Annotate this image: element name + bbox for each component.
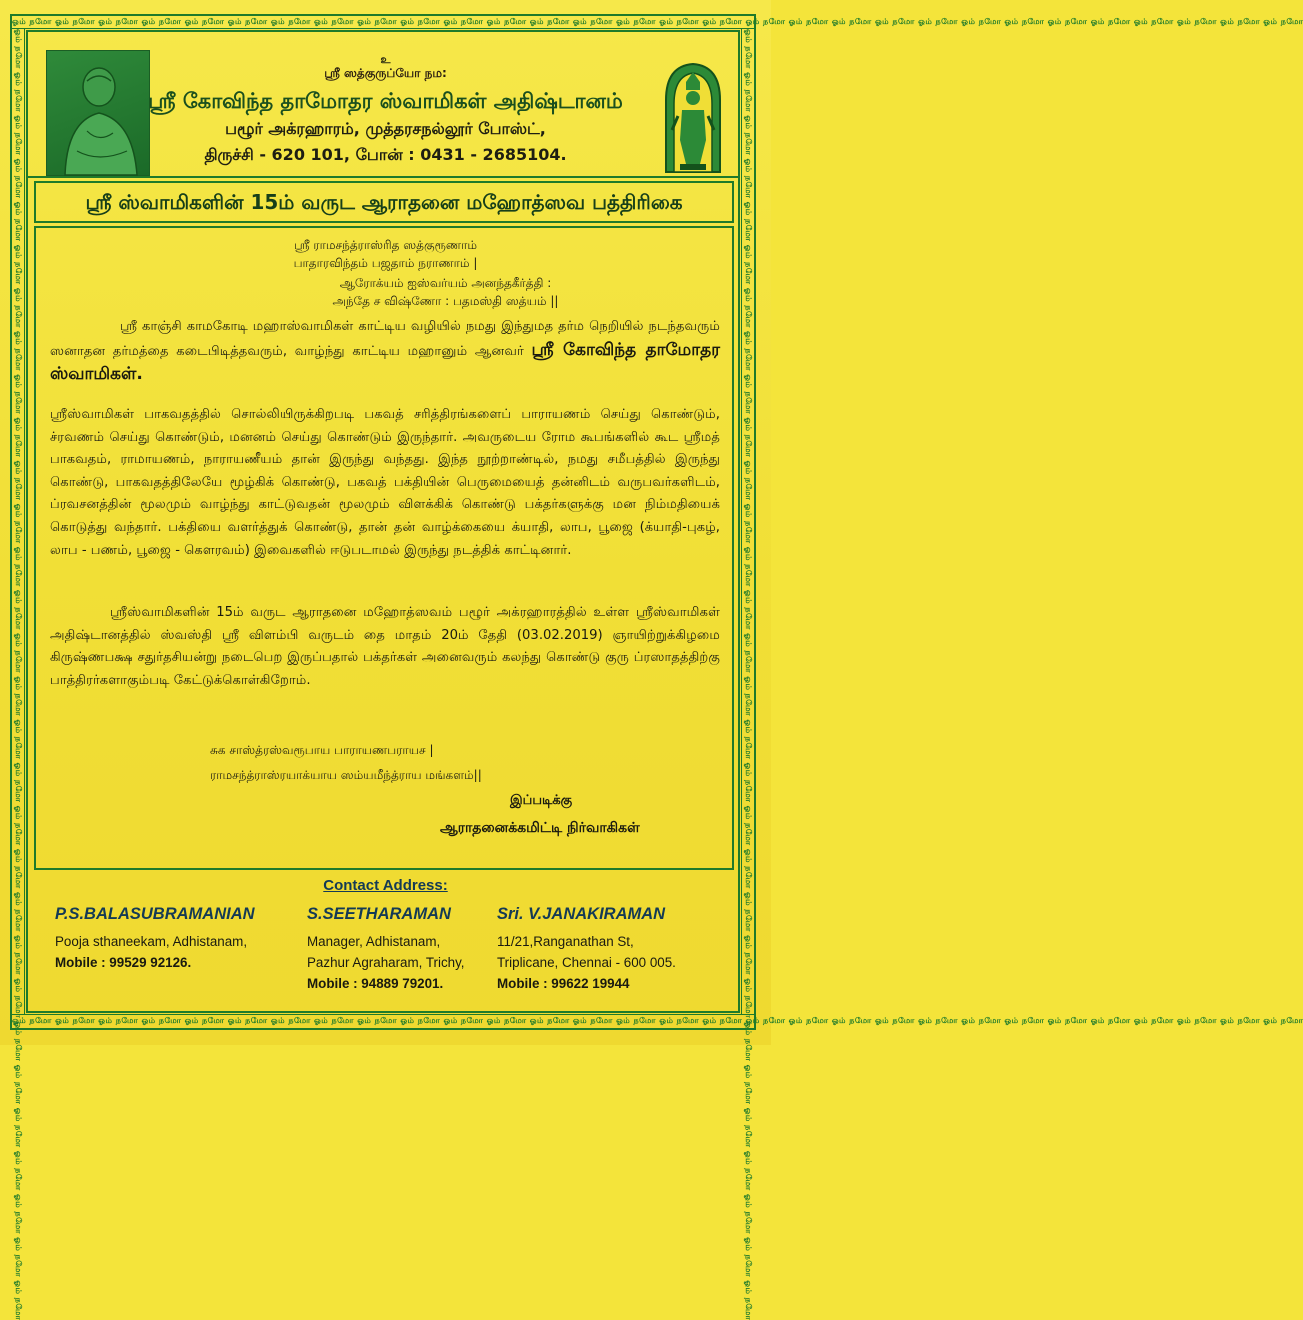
contact-3-mobile: Mobile : 99622 19944 bbox=[497, 976, 630, 991]
signature-line-1: இப்படிக்கு bbox=[510, 793, 573, 808]
contact-1-mobile: Mobile : 99529 92126. bbox=[55, 955, 192, 970]
contact-3-line-1: 11/21,Ranganathan St, bbox=[497, 934, 634, 949]
adhistanam-title: ஸ்ரீ கோவிந்த தாமோதர ஸ்வாமிகள் அதிஷ்டானம் bbox=[148, 89, 623, 113]
border-pattern-right: ஓம் நமோ ஓம் நமோ ஓம் நமோ ஓம் நமோ ஓம் நமோ ஓம் நமோ ஓம் நமோ ஓம் நமோ ஓம் நமோ ஓம் நமோ ஓம் நமோ ஓம் நமோ ஓம் நமோ ஓம் நமோ ஓம் நமோ ஓம் நமோ ஓம் நமோ ஓம் நமோ ஓம் நமோ ஓம் நமோ ஓம் நமோ ஓம் நமோ ஓம் நமோ ஓம் நமோ ஓம் நமோ ஓம் நமோ ஓம் நமோ ஓம் நமோ ஓம் நமோ ஓம் நமோ bbox=[741, 29, 754, 1014]
paragraph-1-text: ஸ்ரீ காஞ்சி காமகோடி மஹாஸ்வாமிகள் காட்டிய வழியில் நமது இந்துமத தர்ம நெறியில் நடந்தவரும் ஸனாதன தர்மத்தை கடைபிடித்தவரும், வாழ்ந்து காட்டிய மஹானும் ஆனவர் bbox=[50, 319, 720, 359]
contact-2 bbox=[307, 905, 465, 994]
contact-heading: Contact Address: bbox=[323, 877, 448, 894]
contact-2-line-1: Manager, Adhistanam, bbox=[307, 934, 441, 949]
signature-line-2: ஆராதனைக்கமிட்டி நிர்வாகிகள் bbox=[440, 820, 640, 836]
address-line-2: திருச்சி - 620 101, போன் : 0431 - 2685104. bbox=[204, 145, 567, 164]
contact-2-line-2: Pazhur Agraharam, Trichy, bbox=[307, 955, 465, 970]
invitation-banner: ஸ்ரீ ஸ்வாமிகளின் 15ம் வருட ஆராதனை மஹோத்ஸவ பத்திரிகை bbox=[34, 181, 734, 223]
verse-2-line-2: அந்தே ச விஷ்ணோ : பதமஸ்தி ஸத்யம் || bbox=[332, 294, 559, 308]
address-line-1: பழூர் அக்ரஹாரம், முத்தரசநல்லூர் போஸ்ட், bbox=[225, 119, 546, 138]
verse-3 bbox=[210, 738, 482, 788]
contact-3 bbox=[497, 905, 676, 994]
swamigal-name: ஸ்ரீ கோவிந்த தாமோதர ஸ்வாமிகள். bbox=[50, 339, 720, 385]
verse-3-line-2: ராமசந்த்ராஸ்ரயாக்யாய ஸம்யமீந்த்ராய மங்களம்|| bbox=[210, 768, 482, 782]
contact-2-name: S.SEETHARAMAN bbox=[307, 905, 451, 923]
paragraph-2 bbox=[50, 404, 720, 562]
contact-1-name: P.S.BALASUBRAMANIAN bbox=[55, 905, 255, 923]
verse-1 bbox=[0, 236, 771, 272]
invocation-text: ஸ்ரீ ஸத்குருப்யோ நம: bbox=[324, 66, 447, 80]
paragraph-1 bbox=[50, 316, 720, 388]
verse-2 bbox=[60, 274, 831, 310]
contact-3-name: Sri. V.JANAKIRAMAN bbox=[497, 905, 666, 923]
verse-2-line-1: ஆரோக்யம் ஐஸ்வர்யம் அனந்தகீர்த்தி : bbox=[339, 276, 552, 290]
border-pattern-bottom: ஓம் நமோ ஓம் நமோ ஓம் நமோ ஓம் நமோ ஓம் நமோ ஓம் நமோ ஓம் நமோ ஓம் நமோ ஓம் நமோ ஓம் நமோ ஓம் நமோ ஓம் நமோ ஓம் நமோ ஓம் நமோ ஓம் நமோ ஓம் நமோ ஓம் நமோ ஓம் நமோ ஓம் நமோ ஓம் நமோ ஓம் நமோ ஓம் நமோ ஓம் நமோ ஓம் நமோ ஓம் நமோ ஓம் நமோ ஓம் நமோ ஓம் நமோ ஓம் நமோ ஓம் நமோ bbox=[12, 1014, 754, 1028]
verse-1-line-2: பாதாரவிந்தம் பஜதாம் நராணாம் | bbox=[293, 256, 478, 270]
border-pattern-top: ஓம் நமோ ஓம் நமோ ஓம் நமோ ஓம் நமோ ஓம் நமோ ஓம் நமோ ஓம் நமோ ஓம் நமோ ஓம் நமோ ஓம் நமோ ஓம் நமோ ஓம் நமோ ஓம் நமோ ஓம் நமோ ஓம் நமோ ஓம் நமோ ஓம் நமோ ஓம் நமோ ஓம் நமோ ஓம் நமோ ஓம் நமோ ஓம் நமோ ஓம் நமோ ஓம் நமோ ஓம் நமோ ஓம் நமோ ஓம் நமோ ஓம் நமோ ஓம் நமோ ஓம் நமோ bbox=[12, 16, 754, 29]
contact-3-line-2: Triplicane, Chennai - 600 005. bbox=[497, 955, 676, 970]
verse-3-line-1: சுக சாஸ்த்ரஸ்வரூபாய பாராயணபராயச | bbox=[210, 743, 434, 757]
verse-1-line-1: ஸ்ரீ ராமசந்த்ராஸ்ரித ஸத்குரூணாம் bbox=[293, 238, 478, 252]
header-divider bbox=[26, 176, 740, 178]
paragraph-3-text: ஸ்ரீஸ்வாமிகளின் 15ம் வருட ஆராதனை மஹோத்ஸவம் பழூர் அக்ரஹாரத்தில் உள்ள ஸ்ரீஸ்வாமிகள் அதிஷ்டானத்தில் ஸ்வஸ்தி ஸ்ரீ விளம்பி வருடம் தை மாதம் 20ம் தேதி (03.02.2019) ஞாயிற்றுக்கிழமை கிருஷ்ணபக்ஷ சதுர்தசியன்று நடைபெற இருப்பதால் பக்தர்கள் அனைவரும் கலந்து கொண்டு குரு ப்ரஸாதத்திற்கு பாத்திரர்களாகும்படி கேட்டுக்கொள்கிறோம். bbox=[50, 605, 720, 688]
border-pattern-left: ஓம் நமோ ஓம் நமோ ஓம் நமோ ஓம் நமோ ஓம் நமோ ஓம் நமோ ஓம் நமோ ஓம் நமோ ஓம் நமோ ஓம் நமோ ஓம் நமோ ஓம் நமோ ஓம் நமோ ஓம் நமோ ஓம் நமோ ஓம் நமோ ஓம் நமோ ஓம் நமோ ஓம் நமோ ஓம் நமோ ஓம் நமோ ஓம் நமோ ஓம் நமோ ஓம் நமோ ஓம் நமோ ஓம் நமோ ஓம் நமோ ஓம் நமோ ஓம் நமோ ஓம் நமோ bbox=[14, 29, 23, 1320]
paragraph-3 bbox=[50, 602, 720, 692]
contact-1-line-1: Pooja sthaneekam, Adhistanam, bbox=[55, 934, 248, 949]
contact-1 bbox=[55, 905, 255, 973]
paragraph-2-text: ஸ்ரீஸ்வாமிகள் பாகவதத்தில் சொல்லியிருக்கிறபடி பகவத் சரித்திரங்களைப் பாராயணம் செய்து கொண்டும், ச்ரவணம் செய்து கொண்டும், மனனம் செய்து கொண்டும் இருந்தார். அவருடைய ரோம கூபங்களில் கூட ஸ்ரீமத் பாகவதம், ராமாயணம், நாராயணீயம் தான் இருந்து வந்தது. இந்த நூற்றாண்டில், நமது சமீபத்தில் இருந்து கொண்டு, பாகவதத்திலேயே மூழ்கிக் கொண்டு, பகவத் பக்தியின் பெருமையைத் தன்னிடம் வருபவர்களிடம், ப்ரவசனத்தின் மூலமும் வாழ்ந்து காட்டுவதன் மூலமும் விளக்கிக் கொண்டு பக்தர்களுக்கு மன நிம்மதியைக் கொடுத்து வந்தார். பக்தியை வளர்த்துக் கொண்டு, தான் தன் வாழ்க்கையை க்யாதி, லாப, பூஜை (க்யாதி-புகழ், லாப - பணம், பூஜை - கௌரவம்) இவைகளில் ஈடுபடாமல் இருந்து நடத்திக் காட்டினார். bbox=[50, 407, 720, 558]
contact-2-mobile: Mobile : 94889 79201. bbox=[307, 976, 444, 991]
om-symbol: உ bbox=[380, 53, 391, 66]
